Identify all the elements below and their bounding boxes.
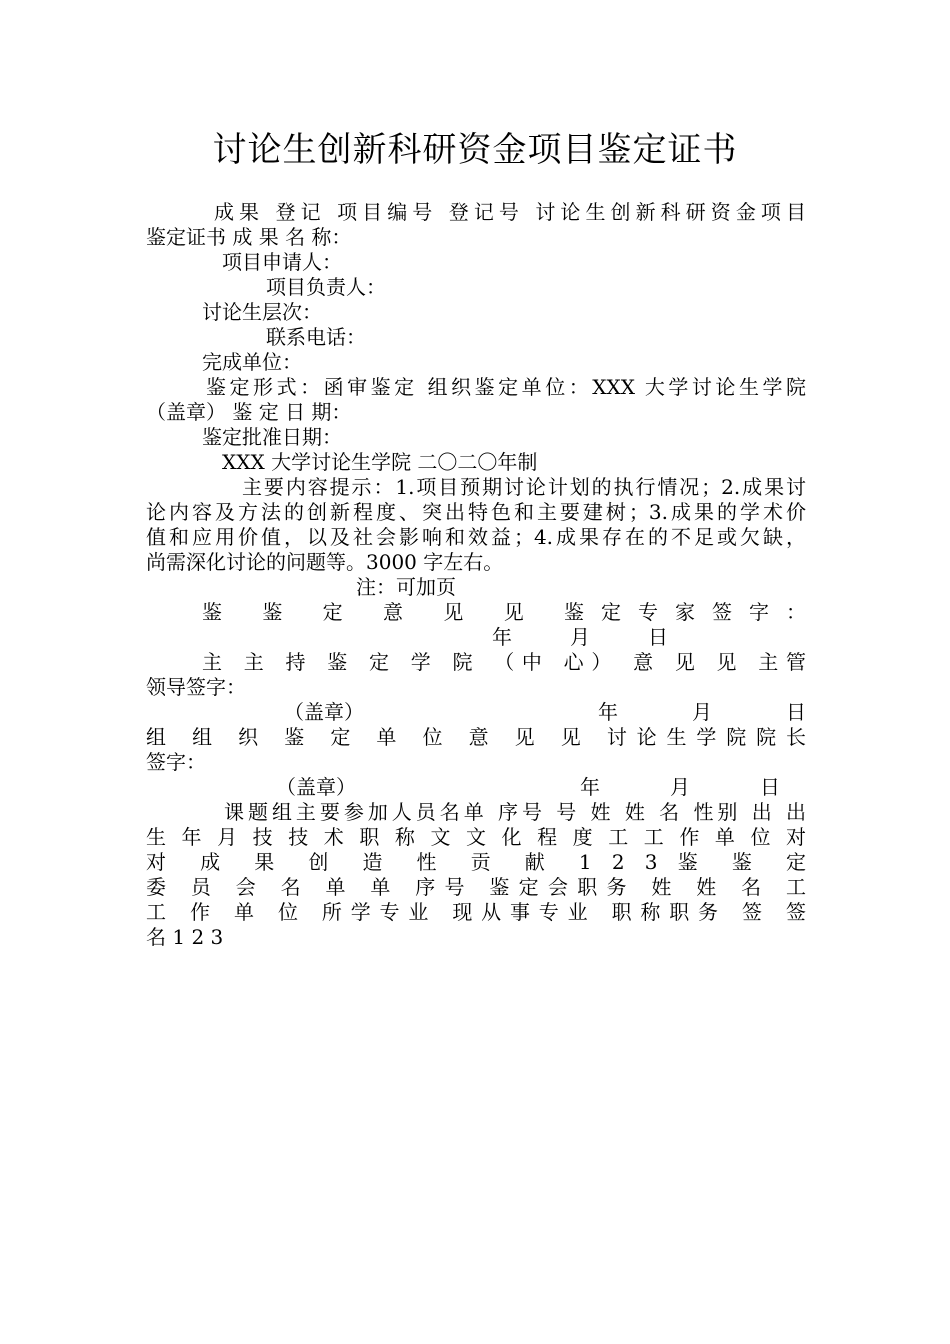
issuer-line: XXX 大学讨论生学院 二〇二〇年制 [222, 450, 538, 474]
document-title: 讨论生创新科研资金项目鉴定证书 [212, 130, 738, 170]
additional-page-note: 注：可加页 [356, 575, 456, 599]
committee-list-line-3: 名 1 2 3 [146, 925, 224, 949]
organizer-opinion-line: 组 组 织 鉴 定 单 位 意 见 见 讨论生学院院长 [146, 725, 806, 749]
result-registration-line: 成果 登记 项目编号 登记号 讨论生创新科研资金项目 [214, 200, 806, 224]
leader-signature-line: 领导签字： [146, 675, 246, 699]
member-list-line-3: 对 成 果 创 造 性 贡 献 1 2 3 鉴 鉴 定 [146, 850, 806, 874]
seal-appraisal-date-line: （盖章） 鉴 定 日 期： [146, 400, 352, 424]
dean-signature-line: 签字： [146, 750, 206, 774]
student-level-line: 讨论生层次： [202, 300, 322, 324]
content-hint-line-1: 主要内容提示：1.项目预期讨论计划的执行情况；2.成果讨 [242, 475, 806, 499]
host-college-opinion-line: 主 主 持 鉴 定 学 院 （中 心） 意 见 见 主管 [202, 650, 806, 674]
content-hint-line-2: 论内容及方法的创新程度、突出特色和主要建树；3.成果的学术价 [146, 500, 806, 524]
content-hint-line-3: 值和应用价值，以及社会影响和效益；4.成果存在的不足或欠缺， [146, 525, 806, 549]
expert-date-line: 年 月 日 [492, 625, 668, 649]
expert-opinion-line: 鉴 鉴 定 意 见 见 鉴定专家签字： [202, 600, 806, 624]
contact-phone-line: 联系电话： [266, 325, 366, 349]
host-date-line: 年 月 日 [598, 700, 806, 724]
appraisal-form-line: 鉴定形式：函审鉴定 组织鉴定单位：XXX 大学讨论生学院 [206, 375, 806, 399]
host-seal: （盖章） [284, 700, 364, 724]
committee-list-line-1: 委 员 会 名 单 单 序号 鉴定会职务 姓 姓 名 工 [146, 875, 806, 899]
organizer-date-line: 年 月 日 [580, 775, 780, 799]
member-list-line-2: 生 年 月 技 技 术 职 称 文 文 化 程 度 工 工 作 单 位 对 [146, 825, 806, 849]
member-list-line-1: 课题组主要参加人员名单 序号 号 姓 姓 名 性别 出 出 [224, 800, 806, 824]
applicant-line: 项目申请人： [222, 250, 342, 274]
completion-unit-line: 完成单位： [202, 350, 302, 374]
approval-date-line: 鉴定批准日期： [202, 425, 342, 449]
project-leader-line: 项目负责人： [266, 275, 386, 299]
committee-list-line-2: 工 作 单 位 所学专业 现从事专业 职称职务 签 签 [146, 900, 806, 924]
content-hint-line-4: 尚需深化讨论的问题等。3000 字左右。 [146, 550, 504, 574]
organizer-seal: （盖章） [276, 775, 356, 799]
certificate-result-name-line: 鉴定证书 成 果 名 称： [146, 225, 352, 249]
